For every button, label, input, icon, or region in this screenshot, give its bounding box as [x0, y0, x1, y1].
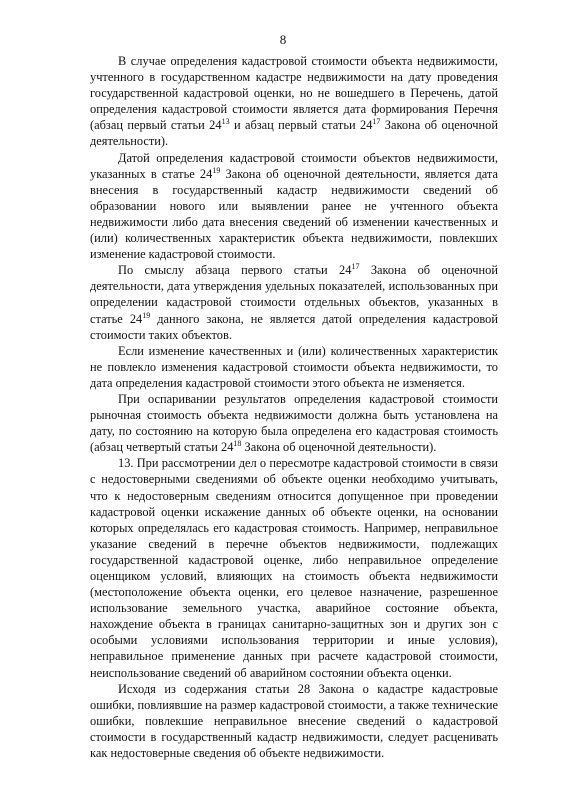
paragraph-text: Закона об оценочной деятельности, дата утверждения удельных показателей, использованных при определении кадастровой стоимости отдельных объектов, указанных в статье 24: [90, 263, 498, 326]
paragraph-text: Закона об оценочной деятельности).: [90, 118, 498, 149]
paragraph-text: Если изменение качественных и (или) количественных характеристик не повлекло изменения кадастровой стоимости объекта недвижимости, то дата определения кадастровой стоимости этого объекта не изменяется.: [90, 343, 498, 390]
paragraph-text: При оспаривании результатов определения кадастровой стоимости рыночная стоимость объекта недвижимости должна быть установлена на дату, по состоянию на которую была определена его кадастровая стоимость (абзац четвертый статьи 24: [90, 391, 498, 455]
paragraph: [90, 391, 498, 455]
paragraph: [90, 455, 498, 680]
paragraph-text: и абзац первый статьи 24: [229, 118, 373, 133]
paragraph-text: 13. При рассмотрении дел о пересмотре кадастровой стоимости в связи с недостоверными сведениями об объекте оценки необходимо учитывать, что к недостоверным сведениям относится допущенное при проведении кадастровой оценки искажение данных об объекте оценки, на основании которых определялась его кадастровая стоимость. Например, неправильное указание сведений в перечне объектов недвижимости, подлежащих государственной кадастровой оценке, либо неправильное определение оценщиком условий, влияющих на стоимость объекта недвижимости (местоположение объекта оценки, его целевое назначение, разрешенное использование земельного участка, аварийное состояние объекта, нахождение объекта в границах санитарно-защитных зон и других зон с особыми условиями использования территории и иные условия), неправильное применение данных при расчете кадастровой стоимости, неиспользование сведений об аварийном состоянии объекта оценки.: [90, 456, 498, 680]
article-superscript: 17: [351, 262, 360, 272]
paragraph: [90, 53, 498, 150]
article-superscript: 18: [233, 439, 242, 449]
article-superscript: 19: [142, 310, 151, 320]
article-superscript: 13: [221, 117, 230, 127]
paragraph: [90, 262, 498, 342]
paragraph-text: В случае определения кадастровой стоимости объекта недвижимости, учтенного в государственном кадастре недвижимости на дату проведения государственной кадастровой оценки, но не вошедшего в Перечень, датой определения кадастровой стоимости является дата формирования Перечня (абзац первый статьи 24: [90, 54, 498, 133]
paragraph: [90, 343, 498, 391]
paragraph-text: Закона об оценочной деятельности, является дата внесения в государственный кадастр недвижимости сведений об образовании нового или выявлении ранее не учтенного объекта недвижимости либо дата внесения сведений об изменении качественных и (или) количественных характеристик объекта недвижимости, повлекших изменение кадастровой стоимости.: [90, 166, 498, 262]
paragraph-text: Датой определения кадастровой стоимости объектов недвижимости, указанных в статье 24: [90, 150, 498, 181]
paragraph-text: Исходя из содержания статьи 28 Закона о кадастре кадастровые ошибки, повлиявшие на размер кадастровой стоимости, а также технические ошибки, повлекшие неправильное внесение сведений о кадастровой стоимости в государственный кадастр недвижимости, следует расценивать как недостоверные сведения об объекте недвижимости.: [90, 681, 498, 761]
article-superscript: 17: [372, 117, 381, 127]
paragraph-text: данного закона, не является датой определения кадастровой стоимости таких объектов.: [90, 311, 498, 342]
page-number: 8: [279, 32, 287, 47]
paragraph: [90, 681, 498, 761]
paragraph-text: По смыслу абзаца первого статьи 24: [118, 263, 352, 278]
article-superscript: 19: [212, 165, 221, 175]
page-body: [90, 53, 498, 761]
paragraph: [90, 150, 498, 263]
paragraph-text: Закона об оценочной деятельности).: [241, 440, 437, 455]
